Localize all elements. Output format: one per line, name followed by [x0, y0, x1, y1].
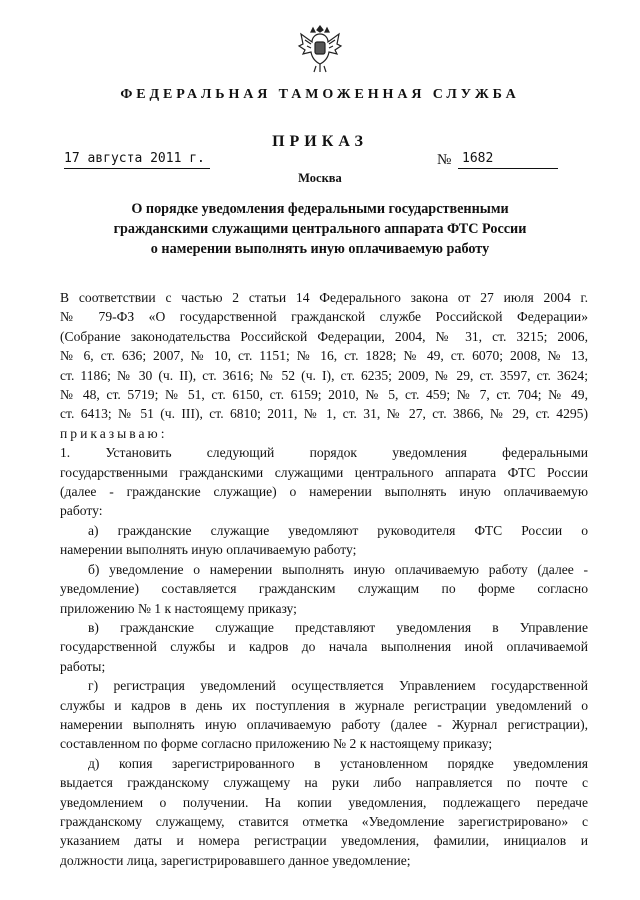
item-1-line: государственными гражданскими служащими центрального аппарата ФТС России [60, 464, 588, 480]
preamble-line: № 79-ФЗ «О государственной гражданской службе Российской Федерации» [60, 309, 588, 325]
document-title [84, 199, 556, 259]
preamble-line: ст. 1186; № 30 (ч. II), ст. 3616; № 52 (ч. I), ст. 6235; 2009, № 29, ст. 3597, ст. 3624; [60, 367, 588, 383]
subitem-g-line: намерении выполнять иную оплачиваемую работу (далее - Журнал регистрации), [60, 716, 588, 732]
subitem-g [60, 676, 588, 754]
order-date: 17 августа 2011 г. [64, 150, 210, 169]
subitem-g-line: г) регистрация уведомлений осуществляется Управлением государственной [88, 678, 588, 694]
title-line: о намерении выполнять иную оплачиваемую работу [150, 241, 490, 257]
document-body [60, 288, 588, 870]
preamble-line: № 48, ст. 5719; № 51, ст. 6150, ст. 6159; 2010, № 5, ст. 459; № 7, ст. 704; № 49, [60, 387, 588, 403]
subitem-g-line: составленном по форме согласно приложению № 2 к настоящему приказу; [60, 736, 493, 752]
subitem-v [60, 618, 588, 676]
subitem-d-line: д) копия зарегистрированного в установленном порядке уведомления [88, 755, 588, 771]
city: Москва [298, 171, 342, 185]
coat-of-arms-emblem-icon [297, 22, 343, 74]
item-1-line: 1. Установить следующий порядок уведомления федеральными [60, 445, 588, 461]
order-number-value: 1682 [462, 151, 494, 166]
subitem-b-line: приложению № 1 к настоящему приказу; [60, 600, 297, 616]
order-number-label: № [437, 152, 452, 168]
subitem-b-line: б) уведомление о намерении выполнять иную оплачиваемую работу (далее - [88, 561, 588, 577]
item-1-line: (далее - гражданские служащие) о намерении выполнять иную оплачиваемую [60, 484, 588, 500]
preamble-line: В соответствии с частью 2 статьи 14 Федерального закона от 27 июля 2004 г. [60, 290, 588, 305]
subitem-v-line: работы; [60, 658, 106, 674]
subitem-d-line: гражданскому служащему, ставится отметка «Уведомление зарегистрировано» с [60, 813, 588, 829]
subitem-v-line: в) гражданские служащие представляют уведомления в Управление [88, 619, 588, 635]
subitem-d-line: должности лица, зарегистрировавшего данное уведомление; [60, 852, 411, 868]
subitem-d-line: выдается гражданскому служащему на руки либо направляется по почте с [60, 775, 588, 791]
document-type: ПРИКАЗ [272, 133, 368, 150]
subitem-b [60, 560, 588, 618]
subitem-b-line: уведомление) составляется гражданским служащим по форме согласно [60, 581, 588, 597]
agency-name: ФЕДЕРАЛЬНАЯ ТАМОЖЕННАЯ СЛУЖБА [120, 87, 520, 102]
order-word: приказываю: [60, 425, 168, 441]
preamble-line: ст. 6413; № 51 (ч. III), ст. 6810; 2011, № 1, ст. 31, № 27, ст. 3866, № 29, ст. 4295) [60, 406, 588, 422]
subitem-g-line: службы и кадров в день их поступления в журнале регистрации уведомлений о [60, 697, 588, 713]
subitem-d-line: уведомлением о получении. На копии уведомления, подлежащего передаче [60, 794, 588, 810]
subitem-a-line: а) гражданские служащие уведомляют руководителя ФТС России о [88, 522, 588, 538]
item-1-line: работу: [60, 503, 103, 519]
subitem-a [60, 521, 588, 560]
title-line: О порядке уведомления федеральными государственными [131, 201, 509, 217]
preamble-line: № 6, ст. 636; 2007, № 10, ст. 1151; № 16, ст. 1828; № 49, ст. 6070; 2008, № 13, [60, 348, 588, 364]
subitem-d-line: указанием даты и номера регистрации уведомления, фамилии, инициалов и [60, 833, 588, 849]
title-line: гражданскими служащими центрального аппарата ФТС России [113, 221, 527, 237]
order-number [458, 150, 558, 169]
subitem-d [60, 754, 588, 870]
subitem-v-line: государственной службы и кадров до начала выполнения иной оплачиваемой [60, 639, 588, 655]
item-1 [60, 443, 588, 521]
subitem-a-line: намерении выполнять иную оплачиваемую работу; [60, 542, 357, 558]
preamble [60, 288, 588, 443]
preamble-line: (Собрание законодательства Российской Федерации, 2004, № 31, ст. 3215; 2006, [60, 328, 588, 344]
